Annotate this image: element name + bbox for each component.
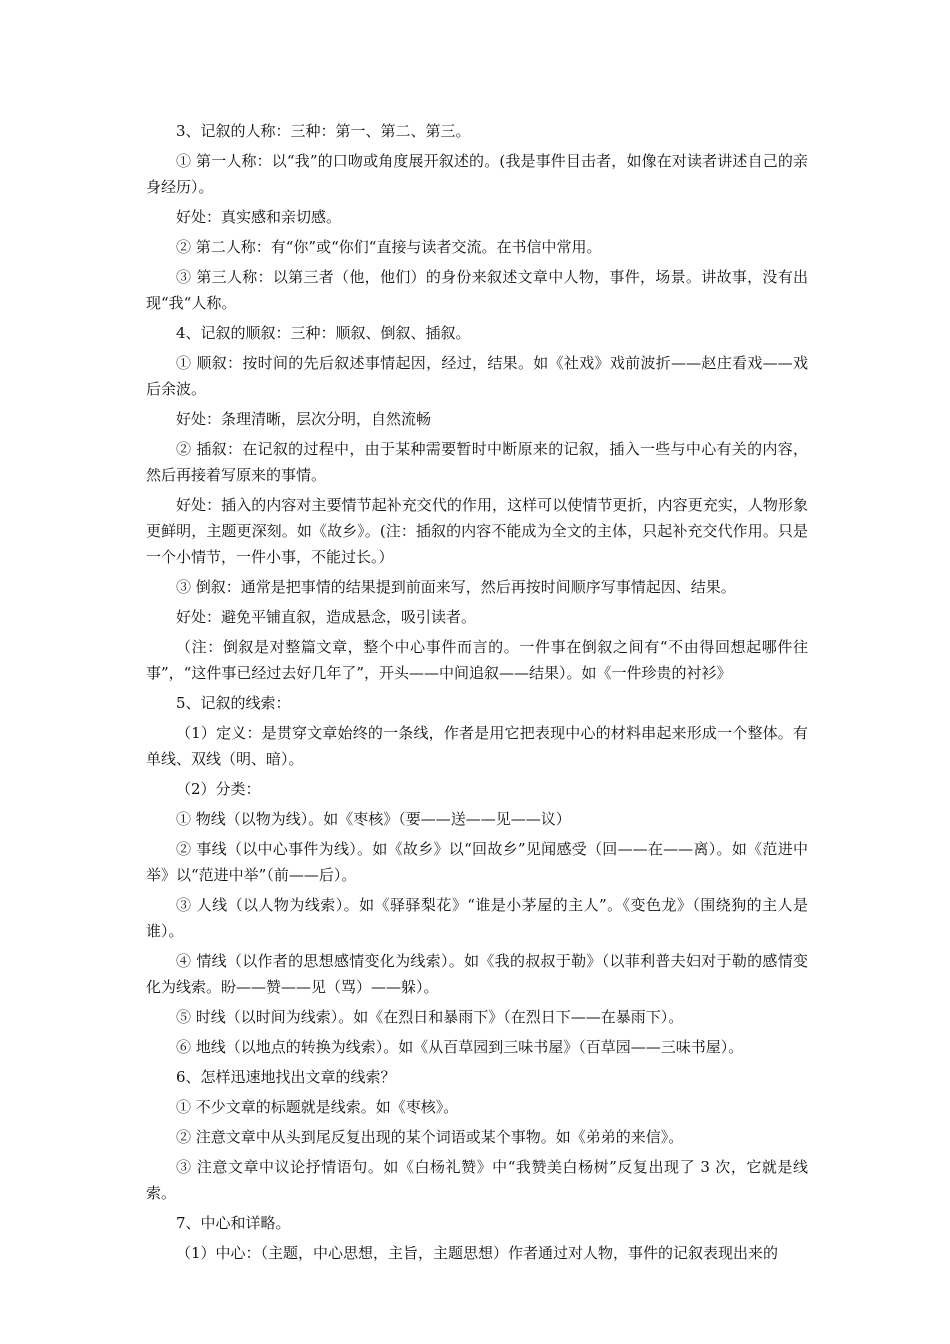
paragraph-second-person: ② 第二人称：有“你”或“你们“直接与读者交流。在书信中常用。 xyxy=(176,238,602,256)
heading-center-detail: 7、中心和详略。 xyxy=(176,1214,291,1232)
paragraph-repeated-clue: ② 注意文章中从头到尾反复出现的某个词语或某个事物。如《弟弟的来信》。 xyxy=(176,1128,684,1146)
paragraph-chronological: ① 顺叙：按时间的先后叙述事情起因，经过，结果。如《社戏》戏前波折——赵庄看戏——戏后余波。 xyxy=(146,354,808,398)
paragraph-interpolated-benefit: 好处：插入的内容对主要情节起补充交代的作用，这样可以使情节更折，内容更充实，人物形象更鲜明，主题更深刻。如《故乡》。(注：插叙的内容不能成为全文的主体，只起补充交代作用。只是一个小情节，一件小事，不能过长。） xyxy=(146,496,808,566)
document-body xyxy=(146,118,808,1270)
paragraph-time-clue: ⑤ 时线（以时间为线索）。如《在烈日和暴雨下》（在烈日下——在暴雨下）。 xyxy=(176,1008,684,1026)
paragraph-chronological-benefit: 好处：条理清晰，层次分明，自然流畅 xyxy=(176,410,432,428)
paragraph-flashback: ③ 倒叙：通常是把事情的结果提到前面来写，然后再按时间顺序写事情起因、结果。 xyxy=(176,578,736,596)
paragraph-discussion-clue: ③ 注意文章中议论抒情语句。如《白杨礼赞》中“我赞美白杨树”反复出现了 3 次，它就是线索。 xyxy=(146,1158,808,1202)
heading-find-clue: 6、怎样迅速地找出文章的线索？ xyxy=(176,1068,396,1086)
paragraph-place-clue: ⑥ 地线（以地点的转换为线索）。如《从百草园到三味书屋》（百草园——三味书屋）。 xyxy=(176,1038,744,1056)
paragraph-flashback-benefit: 好处：避免平铺直叙，造成悬念，吸引读者。 xyxy=(176,608,477,626)
paragraph-flashback-note: （注：倒叙是对整篇文章，整个中心事件而言的。一件事在倒叙之间有“不由得回想起哪件往事”，“这件事已经过去好几年了”，开头——中间追叙——结果）。如《一件珍贵的衬衫》 xyxy=(146,638,808,682)
paragraph-object-clue: ① 物线（以物为线）。如《枣核》（要——送——见——议） xyxy=(176,810,571,828)
paragraph-third-person: ③ 第三人称：以第三者（他，他们）的身份来叙述文章中人物，事件，场景。讲故事，没有出现“我“人称。 xyxy=(146,268,808,312)
paragraph-interpolated: ② 插叙：在记叙的过程中，由于某种需要暂时中断原来的记叙，插入一些与中心有关的内容，然后再接着写原来的事情。 xyxy=(146,440,808,484)
heading-narrative-clue: 5、记叙的线索： xyxy=(176,694,291,712)
paragraph-clue-definition: （1）定义：是贯穿文章始终的一条线，作者是用它把表现中心的材料串起来形成一个整体。有单线、双线（明、暗）。 xyxy=(146,724,808,768)
heading-narrative-person: 3、记叙的人称：三种：第一、第二、第三。 xyxy=(176,122,471,140)
paragraph-person-clue: ③ 人线（以人物为线索）。如《驿驿梨花》“谁是小茅屋的主人”。《变色龙》（围绕狗的主人是谁）。 xyxy=(146,896,808,940)
paragraph-first-person: ① 第一人称：以“我”的口吻或角度展开叙述的。(我是事件目击者，如像在对读者讲述自己的亲身经历）。 xyxy=(146,152,808,196)
paragraph-center-definition: （1）中心：（主题，中心思想，主旨，主题思想）作者通过对人物，事件的记叙表现出来的 xyxy=(176,1244,779,1262)
paragraph-first-person-benefit: 好处：真实感和亲切感。 xyxy=(176,208,342,226)
paragraph-clue-classification: （2）分类： xyxy=(176,780,261,798)
paragraph-event-clue: ② 事线（以中心事件为线）。如《故乡》以“回故乡”见闻感受（回——在——离）。如《范进中举》以“范进中举”（前——后）。 xyxy=(146,840,808,884)
paragraph-title-clue: ① 不少文章的标题就是线索。如《枣核》。 xyxy=(176,1098,459,1116)
paragraph-emotion-clue: ④ 情线（以作者的思想感情变化为线索）。如《我的叔叔于勒》（以菲利普夫妇对于勒的感情变化为线索。盼——赞——见（骂）——躲）。 xyxy=(146,952,808,996)
heading-narrative-order: 4、记叙的顺叙：三种：顺叙、倒叙、插叙。 xyxy=(176,324,471,342)
